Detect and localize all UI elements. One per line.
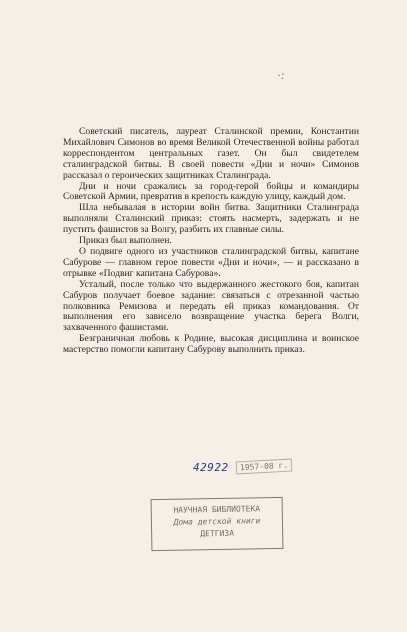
paragraph: Приказ был выполнен. [79, 235, 172, 247]
corner-mark: ∵ [277, 71, 287, 84]
paragraph: Усталый, после только что выдержанного жестокого боя, капитан Сабуров получает боевое задание: связаться с отрезанной частью полковника Ремизова и передать ей приказ командования. От выполнения его зависело возвращение участка берега Волги, захваченного фашистами. [63, 278, 359, 334]
handwritten-inventory-number: 42922 [193, 461, 229, 474]
paragraph: Советский писатель, лауреат Сталинской премии, Константин Михайлович Симонов во время Великой Отечественной войны работал корреспондентом центральных газет. Он был свидетелем сталинградской битвы. В своей повести «Дни и ночи» Симонов рассказал о героических защитниках Сталинграда. [63, 126, 359, 181]
page-text [63, 127, 359, 356]
paragraph: Шла небывалая в истории войн битва. Защитники Сталинграда выполняли Сталинский приказ: стоять насмерть, задержать и не пустить фашистов за Волгу, разбить их главные силы. [63, 202, 359, 236]
date-stamp: 1957-08 г. [236, 459, 293, 475]
library-stamp [151, 497, 284, 551]
paragraph: Дни и ночи сражались за город-герой бойцы и командиры Советской Армии, превратив в крепость каждую улицу, каждый дом. [63, 180, 359, 203]
library-stamp-line: НАУЧНАЯ БИБЛИОТЕКА [173, 504, 261, 515]
library-stamp-line: ДЕТГИЗА [200, 528, 235, 539]
library-stamp-line: Дома детской книги [173, 516, 261, 527]
paragraph: О подвиге одного из участников сталинградской битвы, капитане Сабурове — главном герое повести «Дни и ночи», — и рассказано в отрывке «Подвиг капитана Сабурова». [63, 245, 359, 279]
paragraph: Безграничная любовь к Родине, высокая дисциплина и воинское мастерство помогли капитану Сабурову выполнить приказ. [63, 333, 359, 356]
